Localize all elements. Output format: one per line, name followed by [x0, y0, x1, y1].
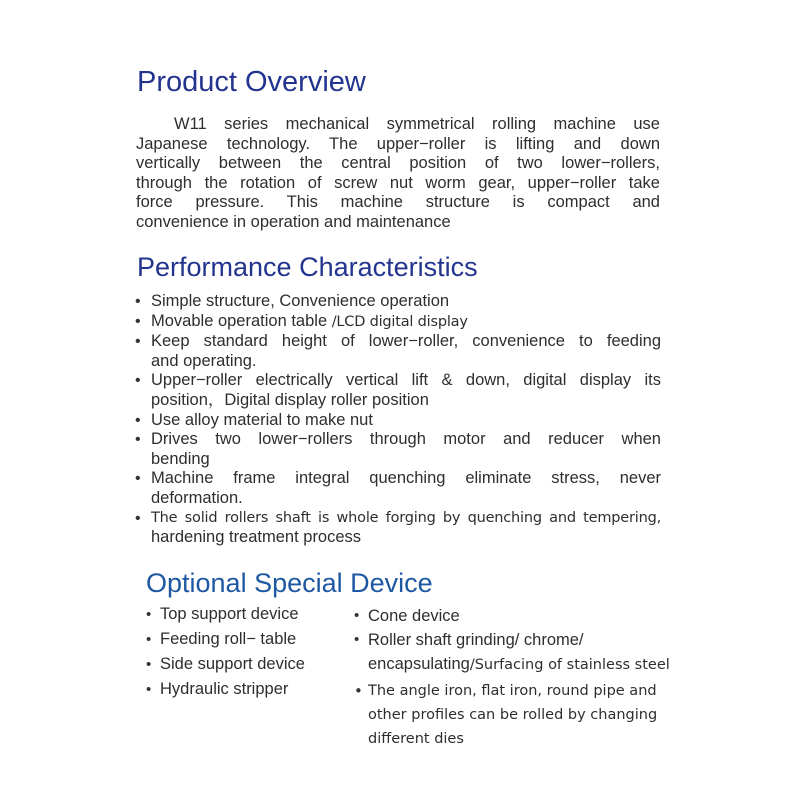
item-text [368, 652, 684, 677]
list-item [354, 628, 684, 677]
overview-line: through the rotation of screw nut worm gear, upper−roller take [136, 173, 660, 192]
list-item: • Top support device [146, 604, 305, 629]
item-text: • Keep standard height of lower−roller, convenience to feeding [151, 332, 661, 351]
list-item [133, 469, 661, 508]
list-item: • Cone device [354, 604, 684, 628]
list-item [133, 332, 661, 371]
item-text-suffix: /LCD digital display [331, 313, 468, 330]
item-text: bending [151, 449, 210, 468]
item-text-suffix: /Surfacing of stainless steel [469, 657, 670, 673]
list-item: • Side support device [146, 654, 305, 679]
list-item [133, 411, 661, 431]
item-text: • The solid rollers shaft is whole forging by quenching and tempering, [151, 509, 661, 526]
product-overview-paragraph [136, 115, 660, 233]
item-text: • Roller shaft grinding/ chrome/ [368, 631, 584, 649]
overview-line: vertically between the central position of two lower−rollers, [136, 154, 660, 173]
item-text: • Simple structure, Convenience operation [151, 292, 450, 310]
item-text: • Machine frame integral quenching eliminate stress, never [151, 469, 661, 488]
item-text: and operating. [151, 351, 257, 370]
item-text: • Drives two lower−rollers through motor and reducer when [151, 430, 661, 449]
optional-devices-right-list [354, 604, 684, 751]
overview-line: Japanese technology. The upper−roller is lifting and down [136, 134, 660, 153]
item-text: other profiles can be rolled by changing [368, 707, 658, 723]
overview-line: force pressure. This machine structure is compact and [136, 193, 660, 212]
item-text: hardening treatment process [151, 528, 362, 547]
product-overview-heading: Product Overview [137, 66, 366, 98]
item-text: position，Digital display roller position [151, 390, 429, 409]
item-text-main: encapsulating [368, 655, 470, 673]
item-text-main: Movable operation table [151, 311, 332, 330]
item-text: deformation. [151, 488, 243, 507]
list-item [133, 312, 661, 333]
performance-list [133, 292, 661, 548]
list-item: • Hydraulic stripper [146, 679, 305, 704]
overview-line: convenience in operation and maintenance [136, 212, 451, 231]
optional-special-device-heading: Optional Special Device [146, 568, 433, 598]
item-text: • Use alloy material to make nut [151, 410, 373, 429]
list-item [133, 430, 661, 469]
item-text: • Upper−roller electrically vertical lift & down, digital display its [151, 371, 661, 390]
list-item [133, 292, 661, 312]
performance-characteristics-heading: Performance Characteristics [137, 252, 478, 282]
item-text: different dies [368, 731, 464, 747]
item-text [151, 312, 661, 333]
list-item [354, 679, 684, 751]
list-item: • Feeding roll− table [146, 629, 305, 654]
list-item [133, 371, 661, 410]
optional-devices-left-list [146, 604, 305, 704]
list-item [133, 509, 661, 548]
item-text: • The angle iron, flat iron, round pipe and [368, 683, 657, 699]
overview-line: W11 series mechanical symmetrical rolling machine use [174, 115, 660, 133]
